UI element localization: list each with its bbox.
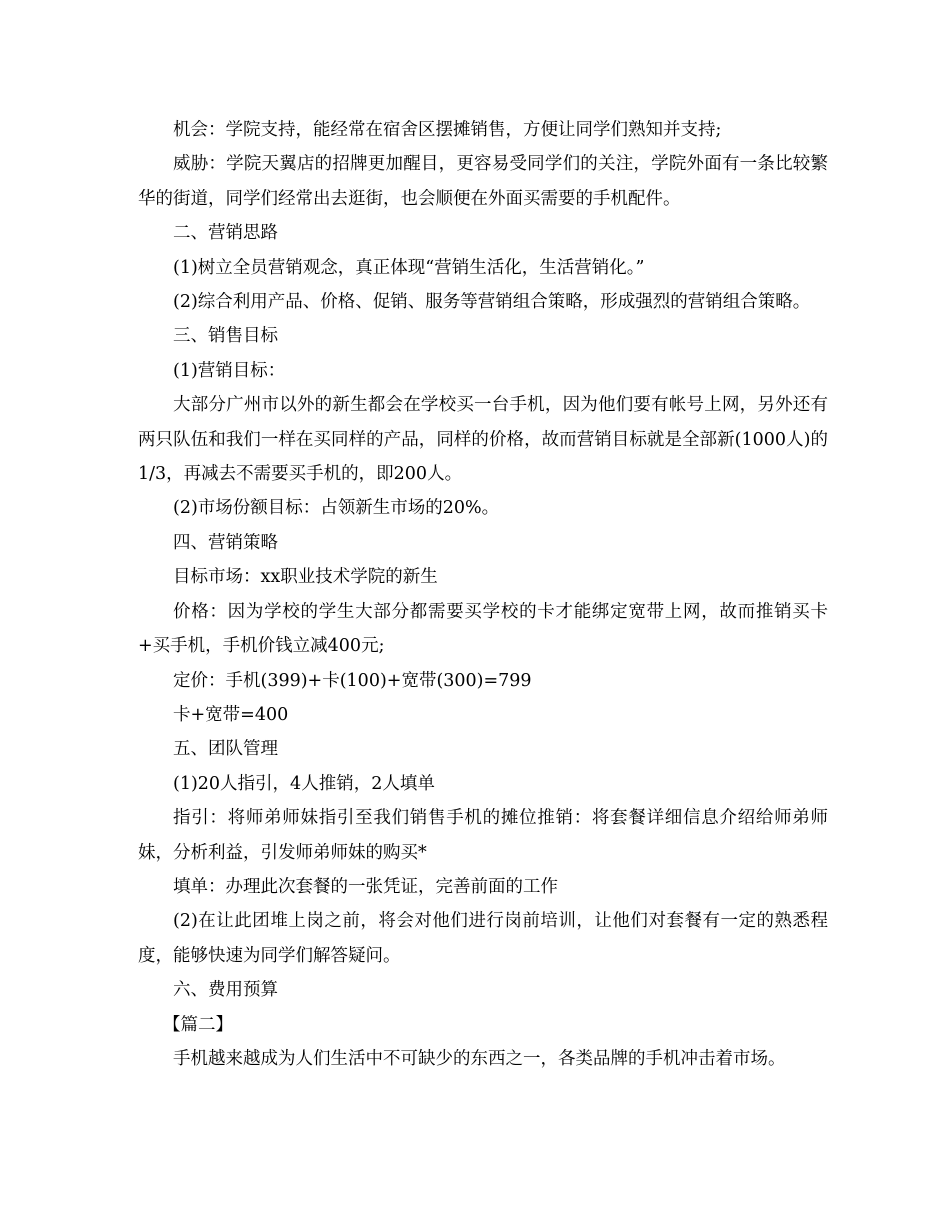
section-heading-marketing-approach: 二、营销思路 <box>173 223 278 244</box>
paragraph-target-detail: 大部分广州市以外的新生都会在学校买一台手机，因为他们要有帐号上网，另外还有两只队伍和我们一样在买同样的产品，同样的价格，故而营销目标就是全部新(1000人)的1/3，再减去不需要买手机的，即200人。 <box>138 395 828 485</box>
paragraph-team-1: (1)20人指引，4人推销，2人填单 <box>173 773 435 794</box>
paragraph-price: 价格：因为学校的学生大部分都需要买学校的卡才能绑定宽带上网，故而推销买卡+买手机，手机价钱立减400元; <box>138 601 828 657</box>
paragraph-approach-2: (2)综合利用产品、价格、促销、服务等营销组合策略，形成强烈的营销组合策略。 <box>173 292 811 313</box>
paragraph-form: 填单：办理此次套餐的一张凭证，完善前面的工作 <box>173 876 558 897</box>
paragraph-card-broadband: 卡+宽带=400 <box>173 704 289 725</box>
document-body <box>138 113 828 1076</box>
paragraph-target-market: 目标市场：xx职业技术学院的新生 <box>173 567 438 588</box>
paragraph-target-1: (1)营销目标： <box>173 360 286 381</box>
section-heading-sales-target: 三、销售目标 <box>173 326 278 347</box>
paragraph-opportunity: 机会：学院支持，能经常在宿舍区摆摊销售，方便让同学们熟知并支持; <box>173 120 722 140</box>
paragraph-threat: 威胁：学院天翼店的招牌更加醒目，更容易受同学们的关注，学院外面有一条比较繁华的街道，同学们经常出去逛街，也会顺便在外面买需要的手机配件。 <box>138 154 828 209</box>
paragraph-target-2: (2)市场份额目标：占领新生市场的20%。 <box>173 498 500 519</box>
paragraph-approach-1: (1)树立全员营销观念，真正体现“营销生活化，生活营销化。” <box>173 257 645 278</box>
paragraph-guide: 指引：将师弟师妹指引至我们销售手机的摊位推销：将套餐详细信息介绍给师弟师妹，分析利益，引发师弟师妹的购买* <box>138 808 828 863</box>
section-heading-team-management: 五、团队管理 <box>173 739 278 760</box>
paragraph-pricing: 定价：手机(399)+卡(100)+宽带(300)=799 <box>173 670 532 691</box>
section-heading-marketing-strategy: 四、营销策略 <box>173 532 278 553</box>
paragraph-part-two-intro: 手机越来越成为人们生活中不可缺少的东西之一，各类品牌的手机冲击着市场。 <box>173 1048 786 1069</box>
paragraph-team-2: (2)在让此团堆上岗之前，将会对他们进行岗前培训，让他们对套餐有一定的熟悉程度，能够快速为同学们解答疑问。 <box>138 911 828 966</box>
section-heading-budget: 六、费用预算 <box>173 980 278 1001</box>
part-two-title: 【篇二】 <box>163 1014 233 1035</box>
